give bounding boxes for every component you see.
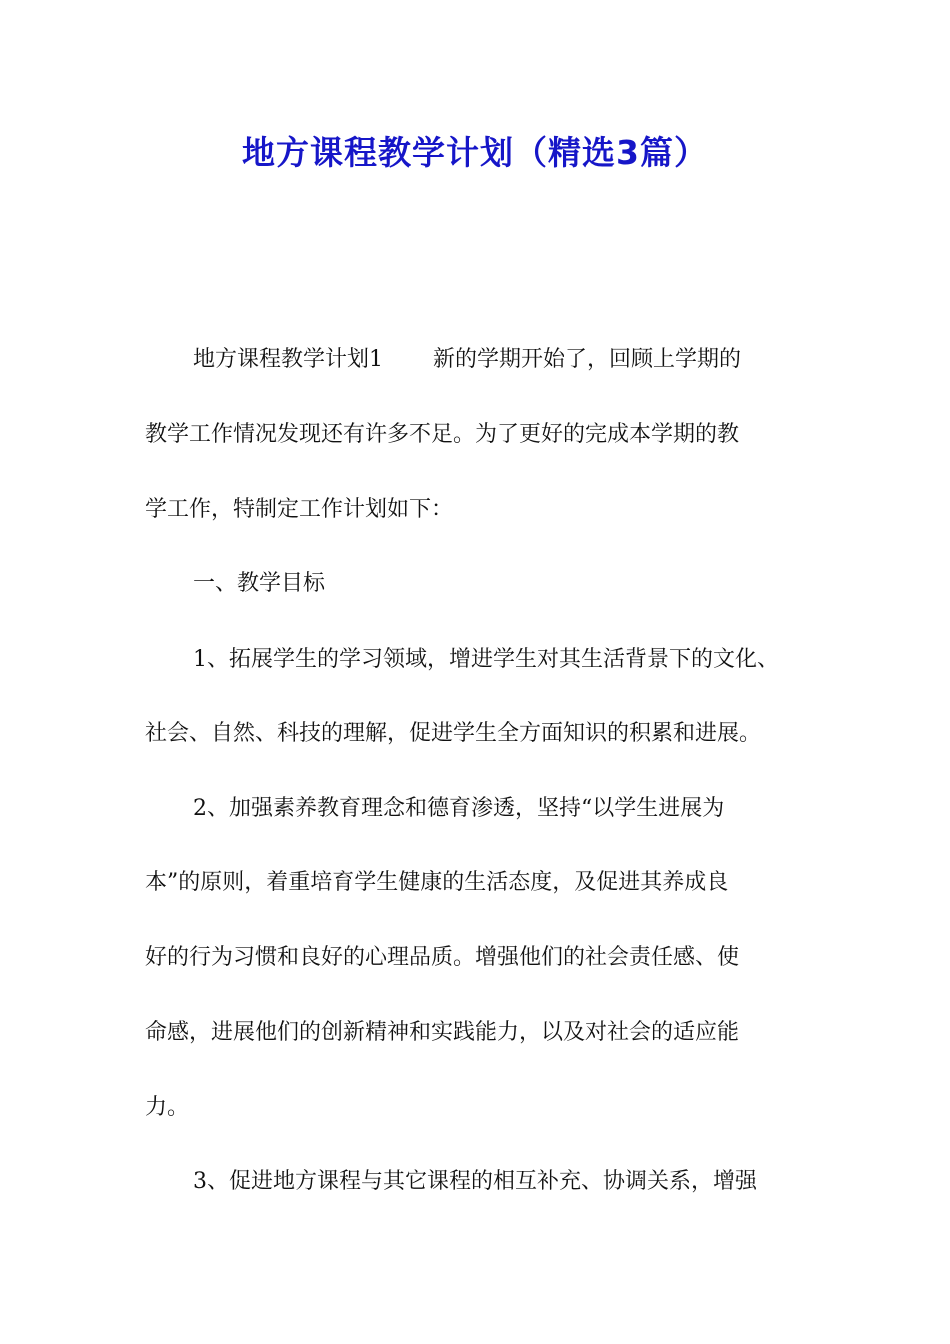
section-heading-objectives: 一、教学目标	[193, 571, 326, 596]
intro-text: 新的学期开始了，回顾上学期的	[433, 347, 742, 372]
paragraph-line-11: 力。	[145, 1095, 190, 1120]
document-title: 地方课程教学计划（精选3篇）	[242, 133, 708, 172]
paragraph-line-2: 教学工作情况发现还有许多不足。为了更好的完成本学期的教	[145, 422, 740, 447]
paragraph-line-1	[193, 345, 741, 375]
section-heading: 地方课程教学计划1	[193, 347, 383, 372]
paragraph-line-3: 学工作，特制定工作计划如下：	[145, 497, 454, 522]
paragraph-line-7: 2、加强素养教育理念和德育渗透，坚持“以学生进展为	[193, 796, 725, 821]
paragraph-line-12: 3、促进地方课程与其它课程的相互补充、协调关系，增强	[193, 1169, 757, 1194]
paragraph-line-6: 社会、自然、科技的理解，促进学生全方面知识的积累和进展。	[145, 721, 762, 746]
paragraph-line-10: 命感，进展他们的创新精神和实践能力，以及对社会的适应能	[145, 1020, 740, 1045]
paragraph-line-8: 本”的原则，着重培育学生健康的生活态度，及促进其养成良	[145, 870, 729, 895]
paragraph-line-9: 好的行为习惯和良好的心理品质。增强他们的社会责任感、使	[145, 945, 740, 970]
paragraph-line-5: 1、拓展学生的学习领域，增进学生对其生活背景下的文化、	[193, 647, 779, 672]
